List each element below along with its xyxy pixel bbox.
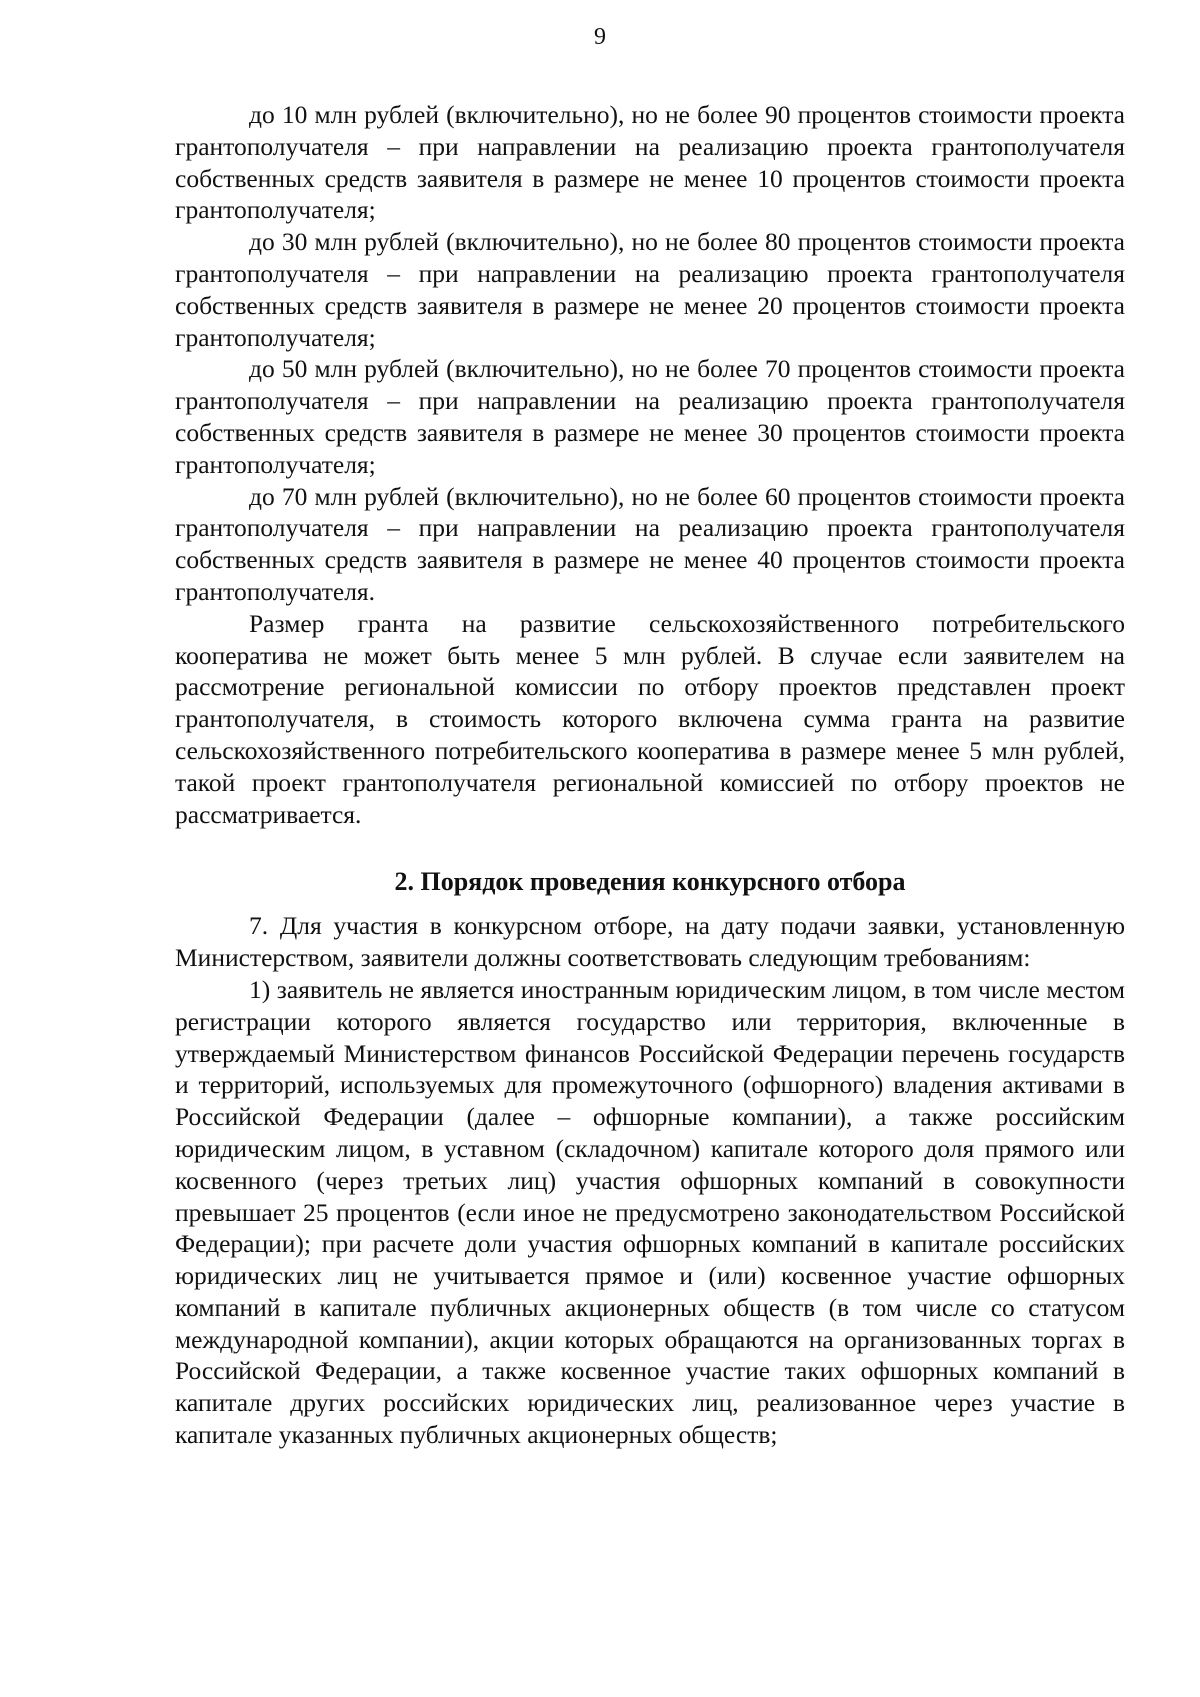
section-heading: 2. Порядок проведения конкурсного отбора <box>394 867 906 897</box>
paragraph-grant-30m: до 30 млн рублей (включительно), но не более 80 процентов стоимости проекта грантополучателя – при направлении на реализацию проекта грантополучателя собственных средств заявителя в размере не менее 20 процентов стоимости проекта грантополучателя; <box>175 227 1125 352</box>
paragraph-grant-50m: до 50 млн рублей (включительно), но не более 70 процентов стоимости проекта грантополучателя – при направлении на реализацию проекта грантополучателя собственных средств заявителя в размере не менее 30 процентов стоимости проекта грантополучателя; <box>175 354 1125 479</box>
paragraph-grant-70m: до 70 млн рублей (включительно), но не более 60 процентов стоимости проекта грантополучателя – при направлении на реализацию проекта грантополучателя собственных средств заявителя в размере не менее 40 процентов стоимости проекта грантополучателя. <box>175 481 1125 606</box>
paragraph-item-7: 7. Для участия в конкурсном отборе, на дату подачи заявки, установленную Министерством, заявители должны соответствовать следующим требованиям: <box>175 911 1125 973</box>
paragraph-requirement-1: 1) заявитель не является иностранным юридическим лицом, в том числе местом регистрации которого является государство или территория, включенные в утверждаемый Министерством финансов Российской Федерации перечень государств и территорий, используемых для промежуточного (офшорного) владения активами в Российской Федерации (далее – офшорные компании), а также российским юридическим лицом, в уставном (складочном) капитале которого доля прямого или косвенного (через третьих лиц) участия офшорных компаний в совокупности превышает 25 процентов (если иное не предусмотрено законодательством Российской Федерации); при расчете доли участия офшорных компаний в капитале российских юридических лиц не учитывается прямое и (или) косвенное участие офшорных компаний в капитале публичных акционерных обществ (в том числе со статусом международной компании), акции которых обращаются на организованных торгах в Российской Федерации, а также косвенное участие таких офшорных компаний в капитале других российских юридических лиц, реализованное через участие в капитале указанных публичных акционерных обществ; <box>175 974 1125 1450</box>
page-number: 9 <box>594 24 606 50</box>
document-body <box>175 99 1125 1451</box>
paragraph-grant-minimum: Размер гранта на развитие сельскохозяйственного потребительского кооператива не может быть менее 5 млн рублей. В случае если заявителем на рассмотрение региональной комиссии по отбору проектов представлен проект грантополучателя, в стоимость которого включена сумма гранта на развитие сельскохозяйственного потребительского кооператива в размере менее 5 млн рублей, такой проект грантополучателя региональной комиссией по отбору проектов не рассматривается. <box>175 608 1125 829</box>
paragraph-grant-10m: до 10 млн рублей (включительно), но не более 90 процентов стоимости проекта грантополучателя – при направлении на реализацию проекта грантополучателя собственных средств заявителя в размере не менее 10 процентов стоимости проекта грантополучателя; <box>175 100 1125 225</box>
